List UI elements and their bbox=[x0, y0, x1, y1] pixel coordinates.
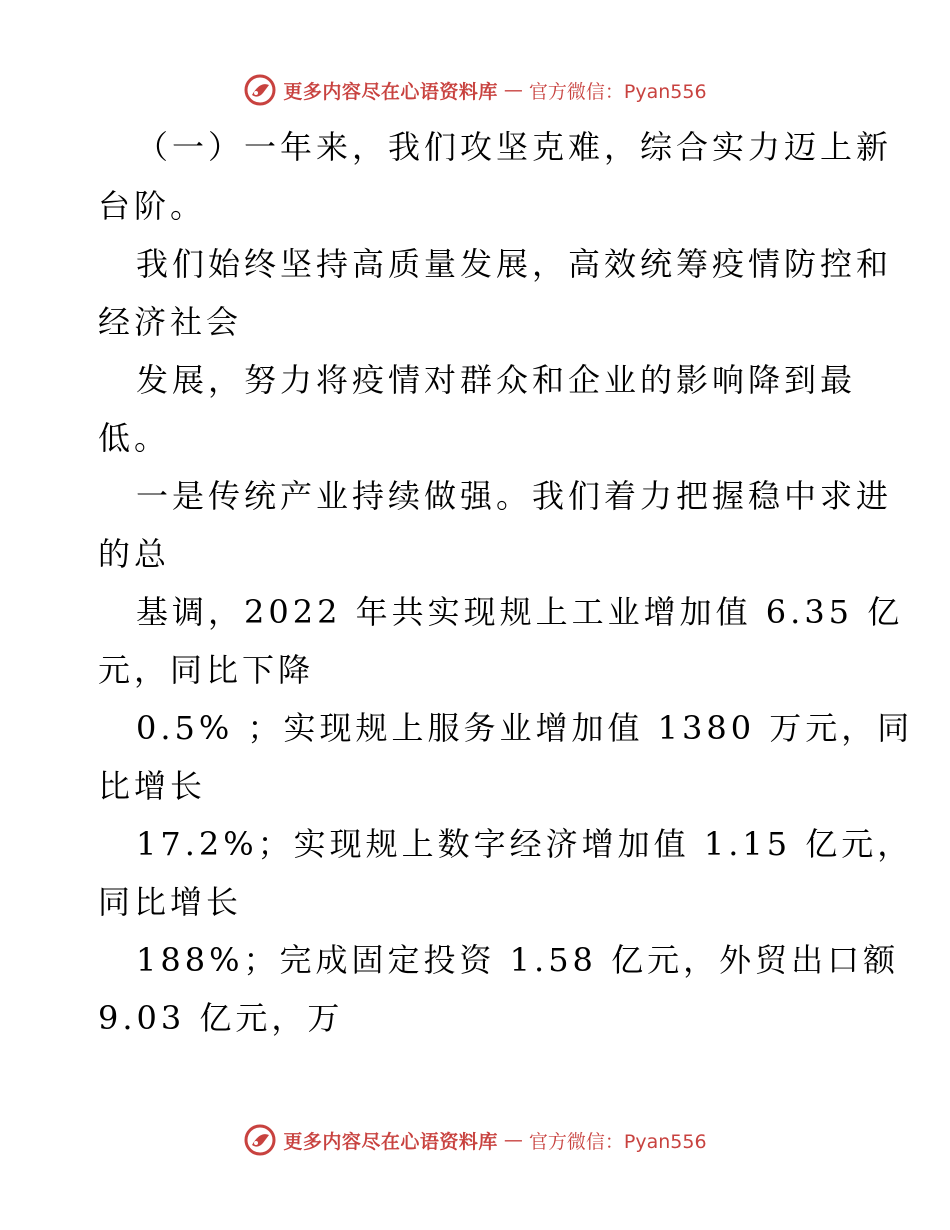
body-line: 188%；完成固定投资 1.58 亿元，外贸出口额 bbox=[136, 941, 900, 979]
body-line: 0.5% ；实现规上服务业增加值 1380 万元，同 bbox=[136, 709, 914, 747]
header-banner bbox=[0, 70, 950, 110]
brand-logo-icon bbox=[243, 73, 277, 107]
body-line: 台阶。 bbox=[98, 187, 207, 225]
body-line: 同比增长 bbox=[98, 883, 243, 921]
body-line: 低。 bbox=[98, 419, 171, 457]
body-line: 发展，努力将疫情对群众和企业的影响降到最 bbox=[136, 361, 857, 399]
body-line: 的总 bbox=[98, 535, 171, 573]
footer-brand-text: 更多内容尽在心语资料库 bbox=[283, 1130, 498, 1153]
body-line: 一是传统产业持续做强。我们着力把握稳中求进 bbox=[136, 477, 893, 515]
header-wechat-text: 官方微信：Pyan556 bbox=[528, 80, 707, 103]
body-line: （一）一年来，我们攻坚克难，综合实力迈上新 bbox=[136, 128, 893, 166]
body-line: 我们始终坚持高质量发展，高效统筹疫情防控和 bbox=[136, 245, 893, 283]
body-line: 元，同比下降 bbox=[98, 651, 315, 689]
body-line: 基调，2022 年共实现规上工业增加值 6.35 亿 bbox=[136, 593, 904, 631]
header-separator: — bbox=[503, 79, 523, 101]
footer-separator: — bbox=[503, 1129, 523, 1151]
body-line: 17.2%；实现规上数字经济增加值 1.15 亿元， bbox=[136, 825, 914, 863]
footer-wechat-text: 官方微信：Pyan556 bbox=[528, 1130, 707, 1153]
body-line: 经济社会 bbox=[98, 303, 243, 341]
header-brand-text: 更多内容尽在心语资料库 bbox=[283, 80, 498, 103]
body-line: 9.03 亿元，万 bbox=[98, 999, 344, 1037]
brand-logo-icon bbox=[243, 1123, 277, 1157]
footer-banner bbox=[0, 1120, 950, 1160]
body-line: 比增长 bbox=[98, 767, 207, 805]
